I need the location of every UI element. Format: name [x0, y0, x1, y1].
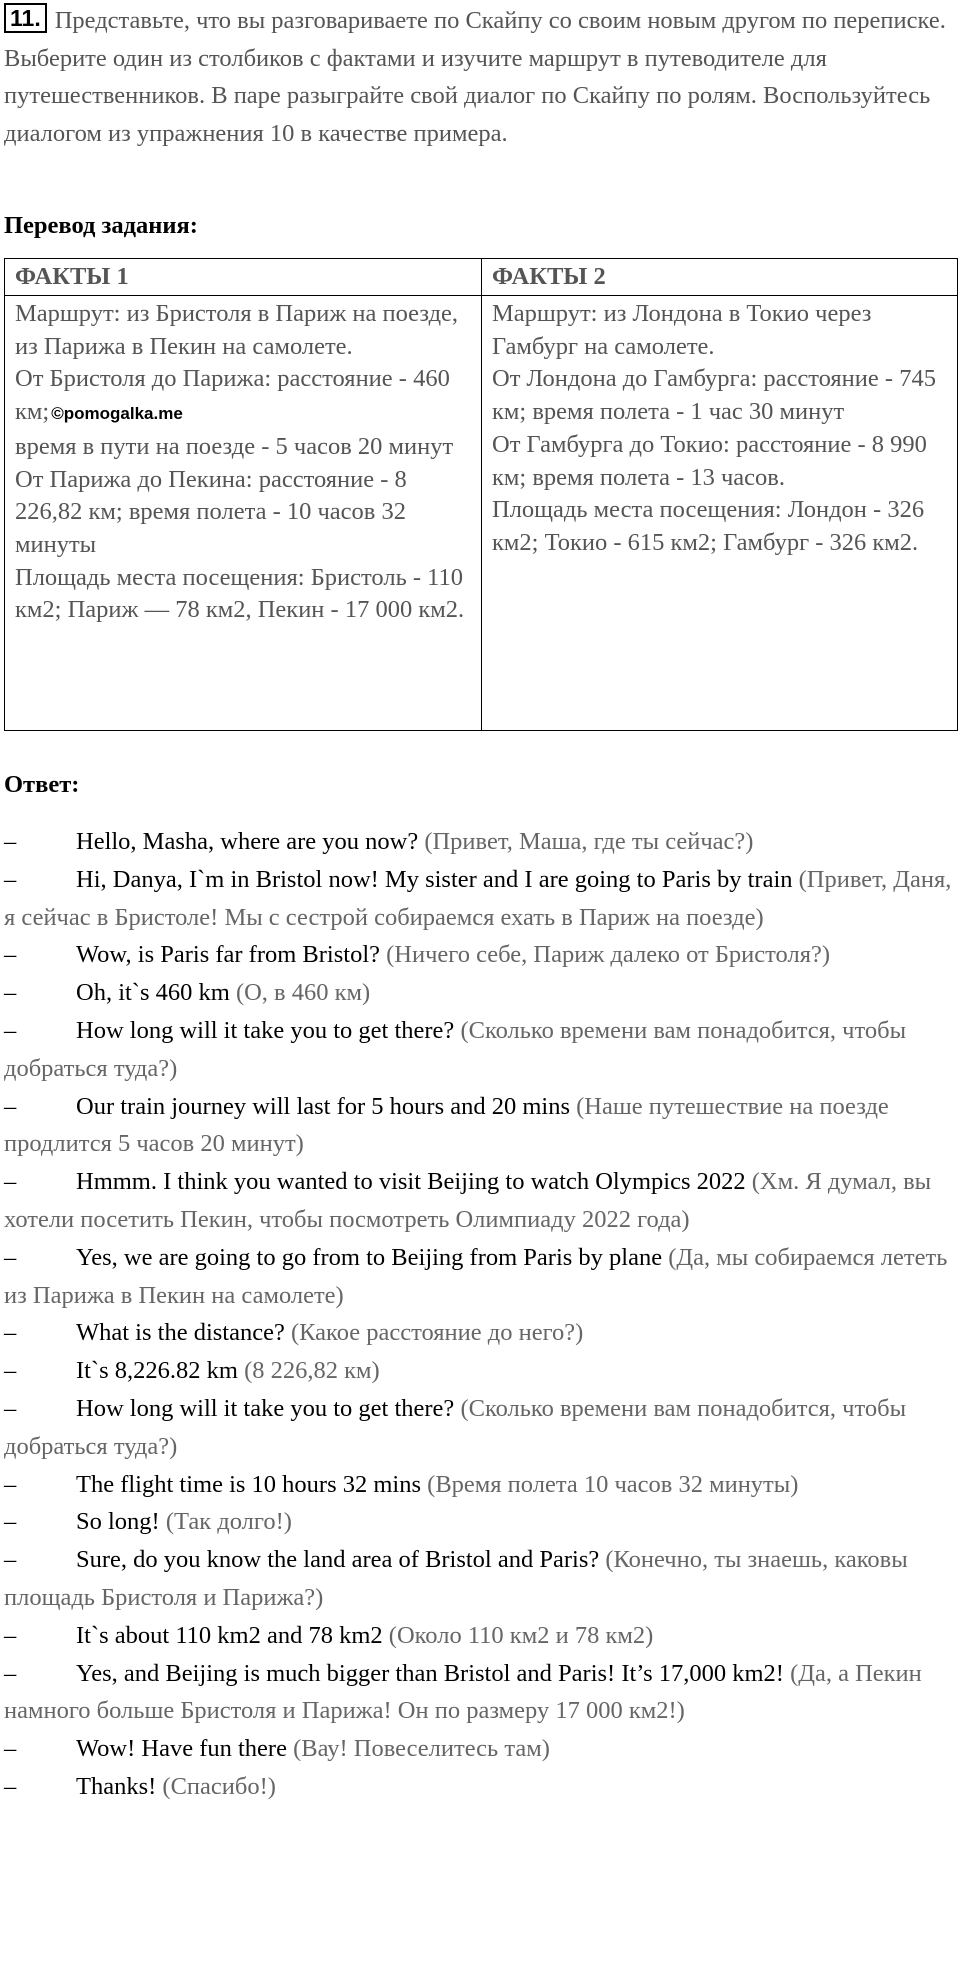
dialog-line: [4, 861, 957, 937]
dialog-line: [4, 1730, 957, 1768]
facts-1-cell: [5, 296, 482, 731]
task-text-block: [4, 2, 954, 152]
facts-1-line-with-watermark: [15, 363, 471, 430]
dialog-russian: (Привет, Даня, я сейчас в Бристоле! Мы с сестрой собираемся ехать в Париж на поезде): [4, 865, 952, 931]
dialog-russian: (Ничего себе, Париж далеко от Бристоля?): [386, 941, 830, 969]
dialog-russian: (Хм. Я думал, вы хотели посетить Пекин, чтобы посмотреть Олимпиаду 2022 года): [4, 1168, 932, 1233]
dialog-line: [4, 936, 957, 974]
dialog-dash: –: [4, 1546, 17, 1574]
dialog-english: Wow! Have fun there: [76, 1735, 287, 1763]
facts-1-line: Площадь места посещения: Бристоль - 110 км2; Париж — 78 км2, Пекин - 17 000 км2.: [15, 563, 465, 624]
dialog-line: [4, 1390, 957, 1466]
dialog-dash: –: [4, 1735, 17, 1763]
dialog-dash: –: [4, 979, 17, 1007]
dialog-russian: (Спасибо!): [162, 1772, 276, 1800]
dialog-english: It`s 8,226.82 km: [76, 1357, 238, 1385]
dialog-russian: (Да, а Пекин намного больше Бристоля и Парижа! Он по размеру 17 000 км2!): [4, 1659, 922, 1725]
dialog-english: How long will it take you to get there?: [76, 1016, 455, 1044]
dialog-dash: –: [4, 1470, 17, 1498]
dialog-dash: –: [4, 1319, 17, 1347]
dialog-dash: –: [4, 1168, 17, 1196]
facts-2-line: От Гамбурга до Токио: расстояние - 8 990 км; время полета - 13 часов.: [492, 430, 927, 491]
dialog-russian: (О, в 460 км): [235, 979, 371, 1007]
dialog-russian: (Так долго!): [165, 1508, 292, 1536]
dialog-russian: (Привет, Маша, где ты сейчас?): [424, 828, 754, 855]
facts-2-line: От Лондона до Гамбурга: расстояние - 745 км; время полета - 1 час 30 минут: [492, 365, 936, 426]
dialog-english: Thanks!: [76, 1772, 157, 1800]
dialog-english: How long will it take you to get there?: [76, 1394, 455, 1422]
facts-2-title: ФАКТЫ 2: [482, 259, 958, 296]
task-number-badge: 11.: [4, 3, 47, 33]
dialog-russian: (Конечно, ты знаешь, каковы площадь Бристоля и Парижа?): [4, 1546, 908, 1611]
dialog-line: [4, 1503, 957, 1541]
dialog-line: [4, 1541, 957, 1617]
dialog-line: [4, 1239, 957, 1315]
dialog-russian: (8 226,82 км): [244, 1357, 380, 1385]
facts-1-line: время в пути на поезде - 5 часов 20 минут: [15, 432, 454, 460]
dialog-dash: –: [4, 1621, 17, 1649]
dialog-dash: –: [4, 1394, 17, 1422]
dialog-english: Yes, and Beijing is much bigger than Bristol and Paris! It’s 17,000 km2!: [76, 1659, 784, 1687]
dialog-dash: –: [4, 1092, 17, 1120]
dialog-dash: –: [4, 1659, 17, 1687]
dialog-line: [4, 1012, 957, 1088]
dialog-russian: (Время полета 10 часов 32 минуты): [427, 1470, 799, 1498]
dialog-line: [4, 1768, 957, 1806]
dialog-russian: (Около 110 км2 и 78 км2): [388, 1621, 654, 1649]
facts-2-cell: [482, 296, 958, 731]
dialog-dash: –: [4, 941, 17, 969]
dialog-line: [4, 1088, 957, 1164]
dialog-line: [4, 974, 957, 1012]
dialog-line: [4, 1655, 957, 1731]
dialog-dash: –: [4, 828, 17, 855]
facts-2-line: Площадь места посещения: Лондон - 326 км2; Токио - 615 км2; Гамбург - 326 км2.: [492, 496, 925, 556]
translation-heading: Перевод задания:: [4, 212, 198, 239]
dialog-english: Our train journey will last for 5 hours and 20 mins: [76, 1092, 571, 1120]
dialog-russian: (Какое расстояние до него?): [290, 1319, 584, 1347]
dialog-english: Sure, do you know the land area of Bristol and Paris?: [76, 1546, 600, 1574]
dialog-dash: –: [4, 1016, 17, 1044]
dialog-russian: (Вау! Повеселитесь там): [293, 1735, 550, 1763]
dialog-english: So long!: [76, 1508, 160, 1536]
facts-1-line: От Парижа до Пекина: расстояние - 8 226,82 км; время полета - 10 часов 32 минуты: [15, 465, 407, 558]
dialog-english: Wow, is Paris far from Bristol?: [76, 941, 381, 969]
dialog: [4, 823, 957, 1806]
dialog-english: Yes, we are going to go from to Beijing from Paris by plane: [76, 1243, 663, 1271]
dialog-dash: –: [4, 1772, 17, 1800]
dialog-english: Hello, Masha, where are you now?: [76, 828, 419, 855]
dialog-russian: (Сколько времени вам понадобится, чтобы добраться туда?): [4, 1016, 907, 1082]
facts-2-line: Маршрут: из Лондона в Токио через Гамбург на самолете.: [492, 300, 872, 360]
facts-1-title: ФАКТЫ 1: [5, 259, 482, 296]
facts-1-line: Маршрут: из Бристоля в Париж на поезде, из Парижа в Пекин на самолете.: [15, 300, 459, 360]
dialog-english: The flight time is 10 hours 32 mins: [76, 1470, 422, 1498]
dialog-english: Hmmm. I think you wanted to visit Beijing to watch Olympics 2022: [76, 1168, 746, 1196]
dialog-russian: (Сколько времени вам понадобится, чтобы добраться туда?): [4, 1394, 907, 1460]
dialog-line: [4, 1163, 957, 1239]
dialog-line: [4, 1617, 957, 1655]
dialog-dash: –: [4, 1508, 17, 1536]
dialog-dash: –: [4, 1357, 17, 1385]
dialog-english: Hi, Danya, I`m in Bristol now! My sister and I are going to Paris by train: [76, 865, 793, 893]
dialog-russian: (Да, мы собираемся лететь из Парижа в Пекин на самолете): [4, 1243, 948, 1309]
answer-heading: Ответ:: [4, 771, 80, 798]
dialog-english: Oh, it`s 460 km: [76, 979, 230, 1007]
dialog-line: [4, 1352, 957, 1390]
dialog-line: [4, 1314, 957, 1352]
task-instruction: Представьте, что вы разговариваете по Скайпу со своим новым другом по переписке. Выберите один из столбиков с фактами и изучите маршрут в путеводителе для путешественников. В паре разыграйте свой диалог по Скайпу по ролям. Воспользуйтесь диалогом из упражнения 10 в качестве примера.: [4, 7, 946, 147]
dialog-dash: –: [4, 865, 17, 893]
facts-table: [4, 258, 958, 731]
dialog-english: What is the distance?: [76, 1319, 285, 1347]
dialog-dash: –: [4, 1243, 17, 1271]
dialog-line: [4, 823, 957, 861]
dialog-line: [4, 1466, 957, 1504]
facts-1-line: От Бристоля до Парижа: расстояние - 460 км;: [15, 365, 450, 426]
watermark: ©pomogalka.me: [51, 404, 183, 424]
dialog-russian: (Наше путешествие на поезде продлится 5 часов 20 минут): [4, 1092, 889, 1158]
dialog-english: It`s about 110 km2 and 78 km2: [76, 1621, 383, 1649]
